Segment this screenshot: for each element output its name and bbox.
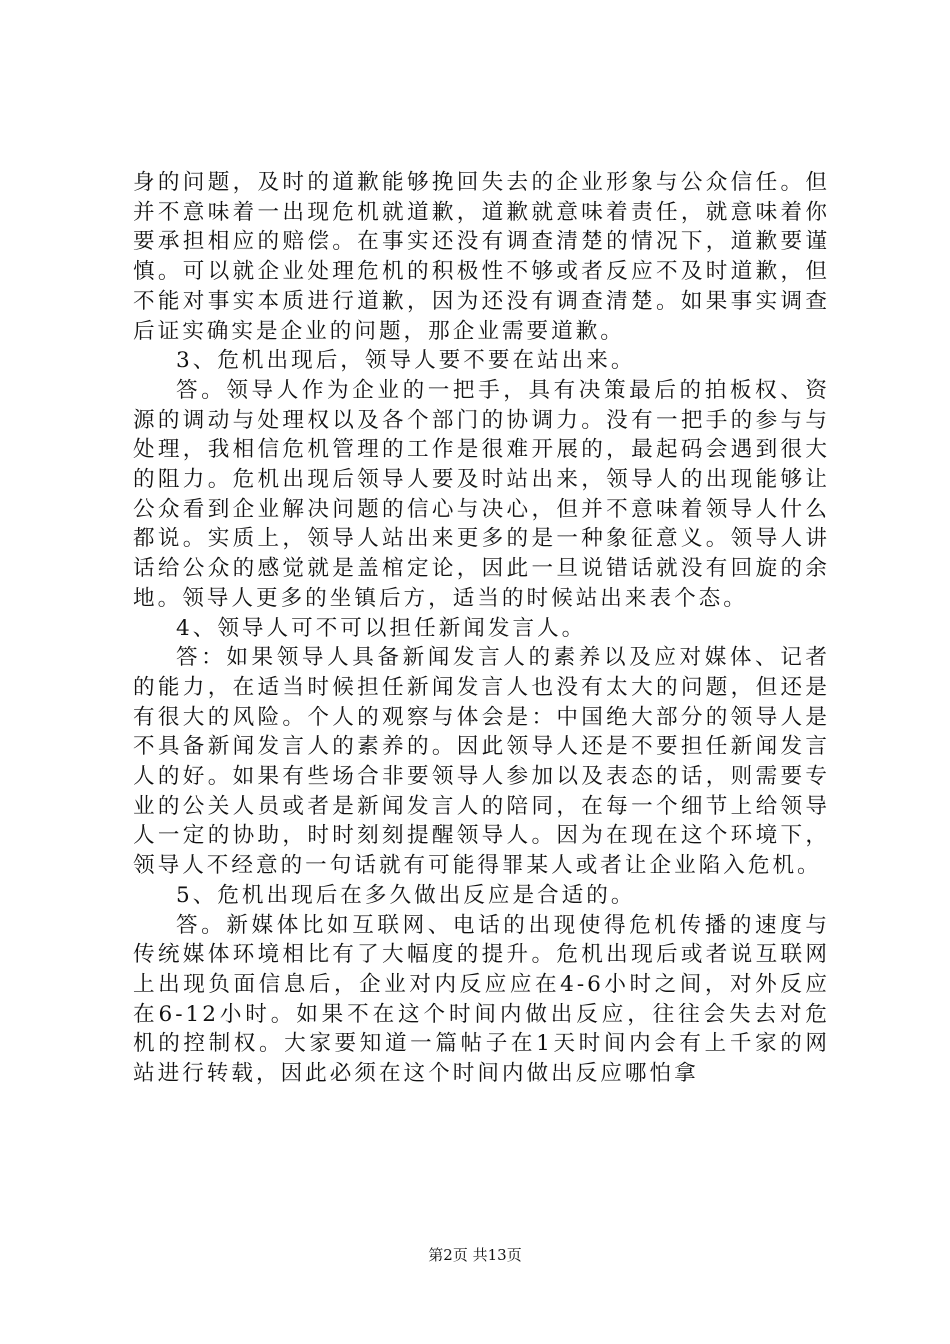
page-number-footer: 第2页 共13页 <box>428 1246 522 1264</box>
paragraph-intro-continued: 身的问题，及时的道歉能够挽回失去的企业形象与公众信任。但并不意味着一出现危机就道歉，道歉就意味着责任，就意味着你要承担相应的赔偿。在事实还没有调查清楚的情况下，道歉要谨慎。可以就企业处理危机的积极性不够或者反应不及时道歉，但不能对事实本质进行道歉，因为还没有调查清楚。如果事实调查后证实确实是企业的问题，那企业需要道歉。 <box>133 170 830 344</box>
answer-5-paragraph: 答。新媒体比如互联网、电话的出现使得危机传播的速度与传统媒体环境相比有了大幅度的提升。危机出现后或者说互联网上出现负面信息后，企业对内反应应在4-6小时之间，对外反应在6-12小时。如果不在这个时间内做出反应，往往会失去对危机的控制权。大家要知道一篇帖子在1天时间内会有上千家的网站进行转载，因此必须在这个时间内做出反应哪怕拿 <box>133 912 830 1087</box>
question-5-heading: 5、危机出现后在多久做出反应是合适的。 <box>176 882 636 908</box>
question-4-heading: 4、领导人可不可以担任新闻发言人。 <box>176 615 587 641</box>
answer-4-paragraph: 答：如果领导人具备新闻发言人的素养以及应对媒体、记者的能力，在适当时候担任新闻发言人也没有太大的问题，但还是有很大的风险。个人的观察与体会是：中国绝大部分的领导人是不具备新闻发言人的素养的。因此领导人还是不要担任新闻发言人的好。如果有些场合非要领导人参加以及表态的话，则需要专业的公关人员或者是新闻发言人的陪同，在每一个细节上给领导人一定的协助，时时刻刻提醒领导人。因为在现在这个环境下，领导人不经意的一句话就有可能得罪某人或者让企业陷入危机。 <box>133 645 830 879</box>
answer-3-paragraph: 答。领导人作为企业的一把手，具有决策最后的拍板权、资源的调动与处理权以及各个部门的协调力。没有一把手的参与与处理，我相信危机管理的工作是很难开展的，最起码会遇到很大的阻力。危机出现后领导人要及时站出来，领导人的出现能够让公众看到企业解决问题的信心与决心，但并不意味着领导人什么都说。实质上，领导人站出来更多的是一种象征意义。领导人讲话给公众的感觉就是盖棺定论，因此一旦说错话就没有回旋的余地。领导人更多的坐镇后方，适当的时候站出来表个态。 <box>133 377 830 611</box>
question-3-heading: 3、危机出现后，领导人要不要在站出来。 <box>176 348 636 374</box>
document-body <box>133 168 830 1089</box>
